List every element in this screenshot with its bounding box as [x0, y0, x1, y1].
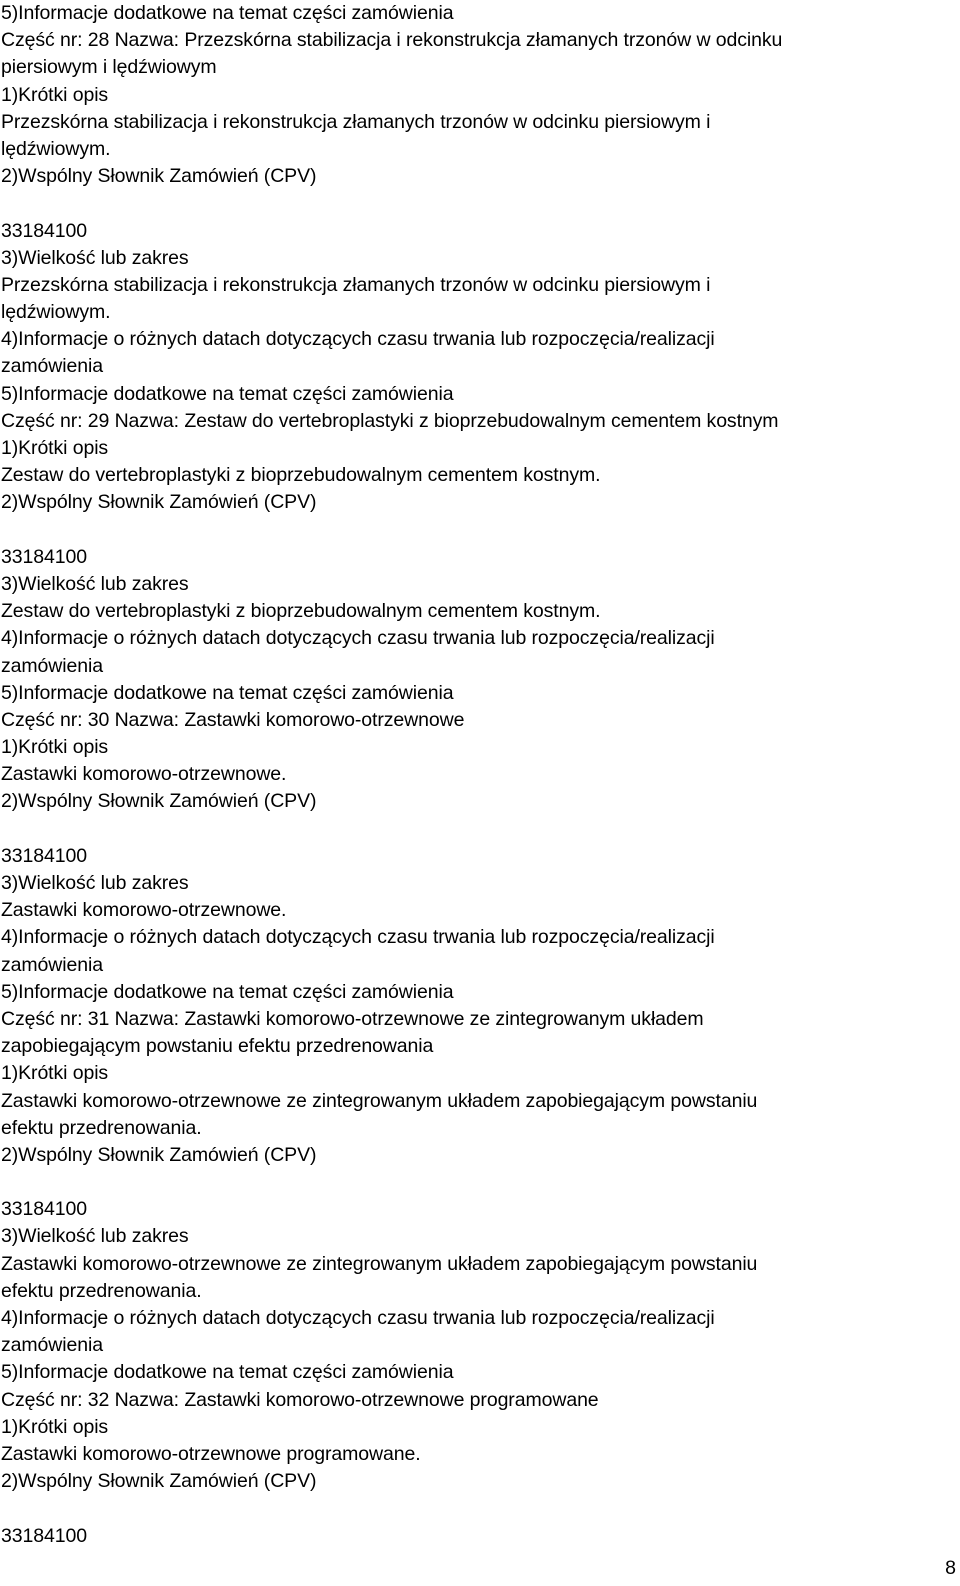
text-line: 33184100 — [1, 219, 87, 242]
blank-line — [1, 1169, 951, 1196]
text-line: efektu przedrenowania. — [1, 1116, 202, 1139]
text-line: Część nr: 31 Nazwa: Zastawki komorowo-otrzewnowe ze zintegrowanym układem — [1, 1007, 704, 1030]
text-line: 2)Wspólny Słownik Zamówień (CPV) — [1, 1143, 317, 1166]
text-line: lędźwiowym. — [1, 137, 111, 160]
text-line: Przezskórna stabilizacja i rekonstrukcja złamanych trzonów w odcinku piersiowym i — [1, 110, 711, 133]
text-line: Część nr: 32 Nazwa: Zastawki komorowo-otrzewnowe programowane — [1, 1388, 599, 1411]
blank-line — [1, 1495, 951, 1522]
text-line: 33184100 — [1, 844, 87, 867]
text-line: 4)Informacje o różnych datach dotyczących czasu trwania lub rozpoczęcia/realizacji — [1, 1307, 715, 1329]
text-line: 1)Krótki opis — [1, 83, 109, 106]
text-line: Zastawki komorowo-otrzewnowe ze zintegrowanym układem zapobiegającym powstaniu — [1, 1089, 758, 1112]
text-line: Zastawki komorowo-otrzewnowe. — [1, 899, 287, 922]
text-line: 1)Krótki opis — [1, 1415, 109, 1438]
text-line: 1)Krótki opis — [1, 736, 109, 759]
text-line: 33184100 — [1, 545, 87, 568]
text-line: 2)Wspólny Słownik Zamówień (CPV) — [1, 1470, 317, 1493]
text-line: 2)Wspólny Słownik Zamówień (CPV) — [1, 790, 317, 813]
text-line: 3)Wielkość lub zakres — [1, 872, 189, 894]
document-body — [1, 0, 951, 1550]
text-line: Zastawki komorowo-otrzewnowe. — [1, 763, 287, 786]
blank-line — [1, 816, 951, 843]
text-line: 5)Informacje dodatkowe na temat części zamówienia — [1, 2, 454, 24]
text-line: efektu przedrenowania. — [1, 1279, 202, 1302]
text-line: 4)Informacje o różnych datach dotyczących czasu trwania lub rozpoczęcia/realizacji — [1, 627, 715, 650]
text-line: lędźwiowym. — [1, 301, 111, 324]
text-line: Zastawki komorowo-otrzewnowe programowane. — [1, 1442, 421, 1465]
text-line: 5)Informacje dodatkowe na temat części zamówienia — [1, 681, 454, 704]
text-line: zamówienia — [1, 355, 103, 378]
text-line: Zestaw do vertebroplastyki z bioprzebudowalnym cementem kostnym. — [1, 464, 601, 487]
text-line: 2)Wspólny Słownik Zamówień (CPV) — [1, 491, 317, 514]
text-line: 3)Wielkość lub zakres — [1, 1225, 189, 1248]
text-line: 3)Wielkość lub zakres — [1, 572, 189, 595]
text-line: 5)Informacje dodatkowe na temat części zamówienia — [1, 1361, 454, 1384]
text-line: 33184100 — [1, 1524, 87, 1547]
blank-line — [1, 517, 951, 544]
text-line: 4)Informacje o różnych datach dotyczących czasu trwania lub rozpoczęcia/realizacji — [1, 926, 715, 949]
text-line: Przezskórna stabilizacja i rekonstrukcja złamanych trzonów w odcinku piersiowym i — [1, 273, 711, 296]
text-line: Zastawki komorowo-otrzewnowe ze zintegrowanym układem zapobiegającym powstaniu — [1, 1252, 758, 1275]
blank-line — [1, 190, 951, 217]
text-line: piersiowym i lędźwiowym — [1, 56, 217, 79]
page-number: 8 — [945, 1557, 956, 1579]
text-line: 33184100 — [1, 1198, 87, 1221]
text-line: Część nr: 29 Nazwa: Zestaw do vertebroplastyki z bioprzebudowalnym cementem kostnym — [1, 409, 779, 432]
text-line: zapobiegającym powstaniu efektu przedrenowania — [1, 1035, 434, 1058]
text-line: 1)Krótki opis — [1, 437, 109, 459]
text-line: 3)Wielkość lub zakres — [1, 246, 189, 269]
text-line: Część nr: 30 Nazwa: Zastawki komorowo-otrzewnowe — [1, 708, 465, 731]
text-line: 2)Wspólny Słownik Zamówień (CPV) — [1, 165, 317, 188]
text-line: 1)Krótki opis — [1, 1062, 109, 1085]
text-line: Część nr: 28 Nazwa: Przezskórna stabilizacja i rekonstrukcja złamanych trzonów w odcinku — [1, 29, 783, 52]
text-line: Zestaw do vertebroplastyki z bioprzebudowalnym cementem kostnym. — [1, 600, 601, 623]
text-line: 5)Informacje dodatkowe na temat części zamówienia — [1, 382, 454, 405]
text-line: zamówienia — [1, 953, 103, 976]
text-line: 5)Informacje dodatkowe na temat części zamówienia — [1, 980, 454, 1003]
text-line: 4)Informacje o różnych datach dotyczących czasu trwania lub rozpoczęcia/realizacji — [1, 328, 715, 351]
text-line: zamówienia — [1, 654, 103, 677]
text-line: zamówienia — [1, 1334, 103, 1357]
